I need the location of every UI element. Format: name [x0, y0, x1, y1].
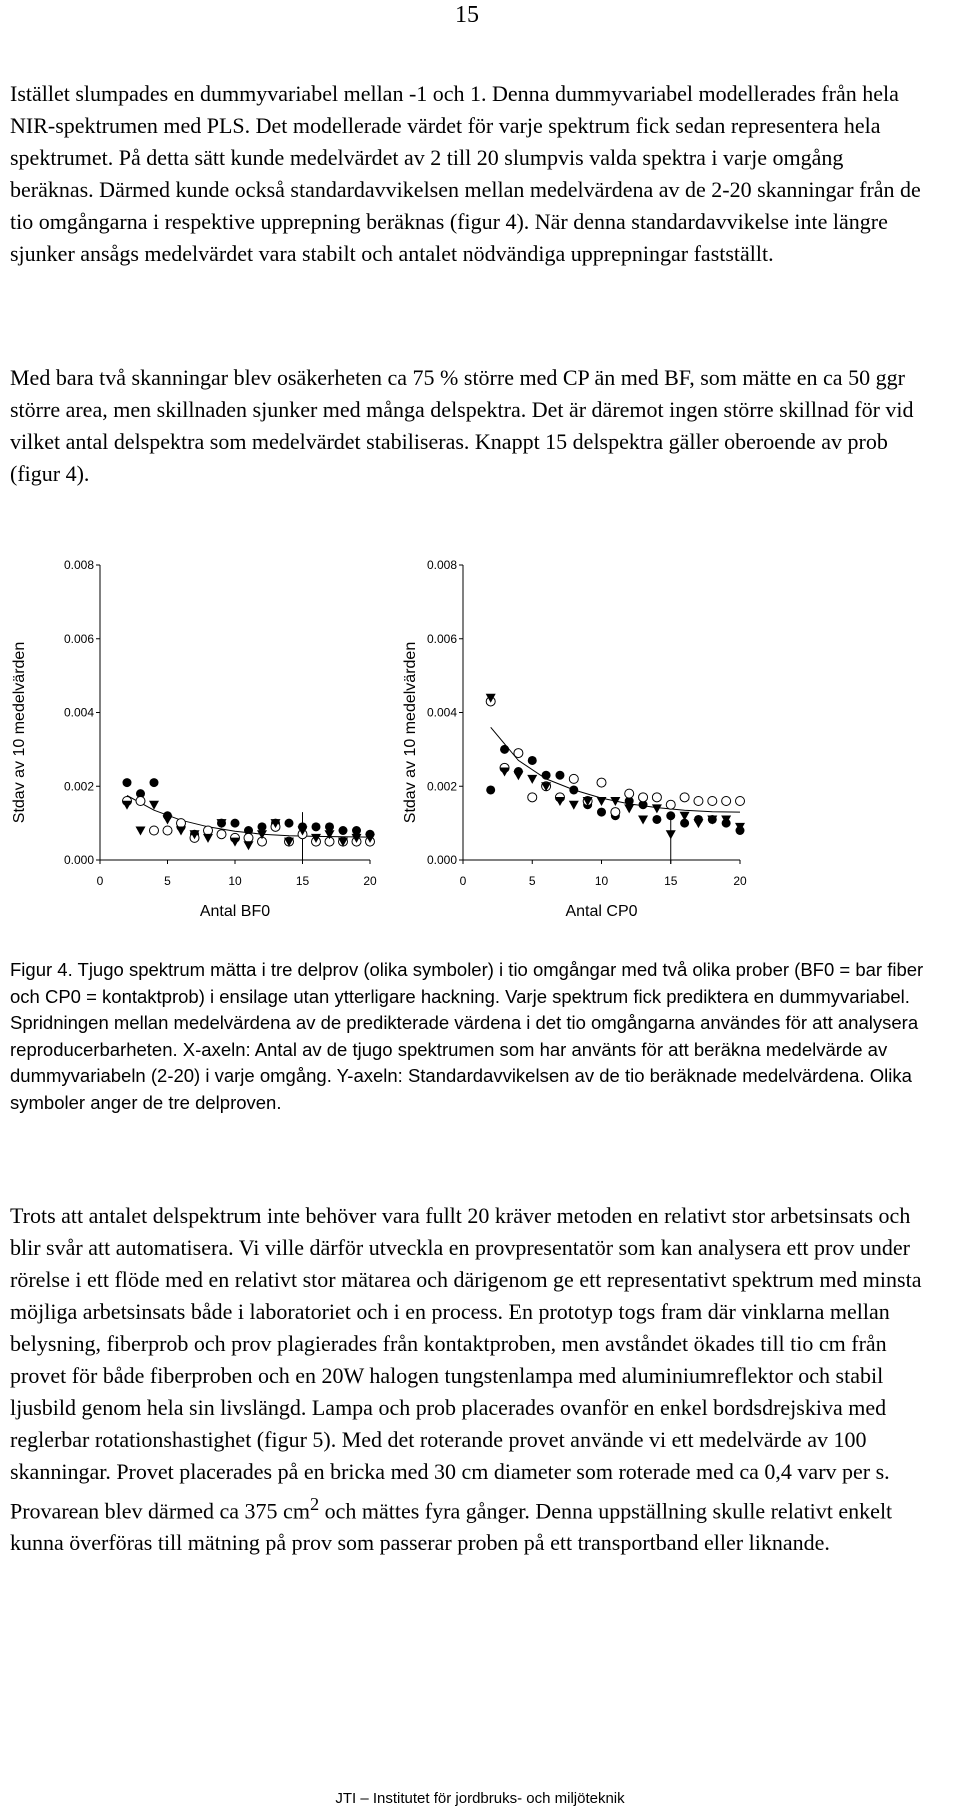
x-tick-label: 15	[664, 874, 678, 888]
y-tick-label: 0.008	[427, 558, 458, 572]
figure-4	[0, 540, 960, 930]
data-point-open-circle	[639, 793, 648, 802]
data-point-filled-circle	[123, 778, 132, 787]
data-point-filled-triangle	[624, 804, 634, 813]
data-point-filled-triangle	[136, 827, 146, 836]
data-point-open-circle	[722, 797, 731, 806]
page-number: 15	[455, 2, 479, 28]
data-point-open-circle	[736, 797, 745, 806]
data-point-open-circle	[708, 797, 717, 806]
x-tick-label: 10	[594, 874, 609, 888]
y-axis-title: Stdav av 10 medelvärden	[11, 641, 28, 824]
data-point-filled-triangle	[244, 841, 254, 850]
x-axis-title: Antal CP0	[565, 903, 638, 920]
data-point-open-circle	[217, 830, 226, 839]
data-point-filled-circle	[666, 811, 675, 820]
data-point-open-circle	[163, 826, 172, 835]
data-point-filled-circle	[231, 819, 240, 828]
y-tick-label: 0.008	[64, 558, 95, 572]
data-point-open-circle	[528, 793, 537, 802]
data-point-filled-triangle	[163, 815, 173, 824]
data-point-filled-triangle	[500, 768, 510, 777]
y-tick-label: 0.000	[64, 853, 95, 867]
data-point-filled-triangle	[638, 815, 648, 824]
body-paragraph-3-text-cont: och mättes fyra gånger. Denna uppställning skulle relativt enkelt kunna överföras till mätning på prov som passerar proben på ett transportband eller liknande.	[10, 1498, 893, 1556]
data-point-open-circle	[244, 833, 253, 842]
y-tick-label: 0.006	[427, 631, 458, 646]
data-point-filled-circle	[500, 745, 509, 754]
data-point-filled-triangle	[680, 812, 690, 821]
y-tick-label: 0.006	[64, 631, 95, 646]
data-point-filled-circle	[352, 826, 361, 835]
y-tick-label: 0.000	[427, 853, 458, 867]
body-paragraph-3-text: Trots att antalet delspektrum inte behöver vara fullt 20 kräver metoden en relativt stor arbetsinsats och blir svår att automatisera. Vi ville därför utveckla en provpresentatör som kan analysera ett prov under rörelse i ett flöde med en relativt stor mätarea och därigenom ge ett representativt spektrum med minsta möjliga arbetsinsats både i laboratoriet och i en process. En prototyp togs fram där vinklarna mellan belysning, fiberprob och prov plagierades från kontaktproben, men avståndet ökades till tio cm från provet för både fiberproben och en 20W halogen tungstenlampa med aluminiumreflektor och stabil ljusbild genom hela sin livslängd. Lampa och prob placerades ovanför en enkel bordsdrejskiva med reglerbar rotationshastighet (figur 5). Med det roterande provet använde vi ett medelvärde av 100 skanningar. Provet placerades på en bricka med 30 cm diameter som roterade med ca 0,4 varv per s. Provarean blev därmed ca 375 cm	[10, 1203, 922, 1524]
data-point-filled-circle	[312, 822, 321, 831]
x-tick-label: 5	[164, 874, 171, 888]
data-point-filled-circle	[339, 826, 348, 835]
x-tick-label: 20	[733, 874, 747, 888]
data-point-open-circle	[150, 826, 159, 835]
data-point-open-circle	[652, 793, 661, 802]
data-point-filled-triangle	[325, 830, 335, 839]
x-tick-label: 0	[459, 874, 467, 888]
data-point-filled-circle	[325, 822, 334, 831]
data-point-filled-circle	[285, 819, 294, 828]
page-footer: JTI – Institutet för jordbruks- och miljöteknik	[335, 1790, 625, 1807]
data-point-filled-triangle	[203, 834, 213, 843]
data-point-filled-circle	[528, 756, 537, 765]
y-tick-label: 0.002	[64, 779, 95, 794]
figure-caption: Figur 4. Tjugo spektrum mätta i tre delprov (olika symboler) i tio omgångar med två olika prober (BF0 = bar fiber och CP0 = kontaktprob) i ensilage utan ytterligare hackning. Varje spektrum fick prediktera en dummyvariabel. Spridningen mellan medelvärdena av de predikterade värdena i det tio omgångarna användes för att analysera reproducerbarheten. X-axeln: Antal av de tjugo spektrumen som har använts för att beräkna medelvärde av dummyvariabeln (2-20) i varje omgång. Y-axeln: Standardavvikelsen av de tio beräknade medelvärdena. Olika symboler anger de tre delproven.	[10, 959, 924, 1113]
x-tick-label: 5	[528, 874, 536, 888]
data-point-filled-triangle	[652, 804, 662, 813]
figure-4-charts	[0, 540, 960, 930]
data-point-open-circle	[666, 800, 675, 809]
y-tick-label: 0.004	[427, 705, 458, 720]
data-point-open-circle	[136, 797, 145, 806]
data-point-filled-circle	[652, 815, 661, 824]
y-tick-label: 0.004	[64, 705, 95, 720]
x-tick-label: 10	[228, 874, 242, 888]
data-point-filled-circle	[150, 778, 159, 787]
data-point-open-circle	[625, 789, 634, 798]
data-point-filled-circle	[258, 822, 267, 831]
data-point-filled-triangle	[527, 775, 537, 784]
data-point-filled-circle	[597, 808, 606, 817]
superscript-2: 2	[309, 1494, 320, 1514]
data-point-filled-triangle	[597, 797, 607, 806]
body-paragraph-2: Med bara två skanningar blev osäkerheten ca 75 % större med CP än med BF, som mätte en ca 50 ggr större area, men skillnaden sjunker med många delspektra. Det är däremot ingen större skillnad för vid vilket antal delspektra som medelvärdet stabiliseras. Knappt 15 delspektra gäller oberoende av prob (figur 4).	[10, 365, 914, 486]
data-point-filled-triangle	[122, 801, 132, 810]
data-point-open-circle	[177, 819, 186, 828]
data-point-filled-triangle	[555, 797, 565, 806]
data-point-filled-triangle	[176, 827, 186, 836]
data-point-filled-triangle	[230, 838, 240, 847]
data-point-open-circle	[569, 774, 578, 783]
data-point-filled-circle	[555, 771, 564, 780]
data-point-filled-triangle	[666, 830, 676, 839]
data-point-open-circle	[514, 749, 523, 758]
data-point-filled-triangle	[693, 819, 703, 828]
x-tick-label: 0	[96, 874, 104, 888]
data-point-filled-circle	[486, 785, 495, 794]
data-point-open-circle	[597, 778, 606, 787]
data-point-filled-circle	[569, 785, 578, 794]
x-tick-label: 20	[363, 874, 377, 888]
data-point-filled-circle	[542, 771, 551, 780]
y-tick-label: 0.002	[427, 779, 458, 794]
data-point-open-circle	[694, 797, 703, 806]
data-point-open-circle	[611, 808, 620, 817]
body-paragraph-1: Istället slumpades en dummyvariabel mellan -1 och 1. Denna dummyvariabel modellerades från hela NIR-spektrumen med PLS. Det modellerade värdet för varje spektrum fick sedan representera hela spektrumet. På detta sätt kunde medelvärdet av 2 till 20 slumpvis valda spektra i varje omgång beräknas. Därmed kunde också standardavvikelsen mellan medelvärdena av de 2-20 skanningar från de tio omgångarna i respektive upprepning beräknas (figur 4). När denna standardavvikelse inte längre sjunker ansågs medelvärdet vara stabilt och antalet nödvändiga upprepningar fastställt.	[10, 81, 921, 266]
x-tick-label: 15	[295, 874, 310, 888]
data-point-filled-triangle	[569, 801, 579, 810]
body-paragraph-3	[10, 1200, 930, 1559]
x-axis-title: Antal BF0	[199, 903, 271, 920]
data-point-filled-triangle	[513, 771, 523, 780]
data-point-open-circle	[680, 793, 689, 802]
data-point-open-circle	[204, 826, 213, 835]
y-axis-title: Stdav av 10 medelvärden	[402, 641, 419, 824]
